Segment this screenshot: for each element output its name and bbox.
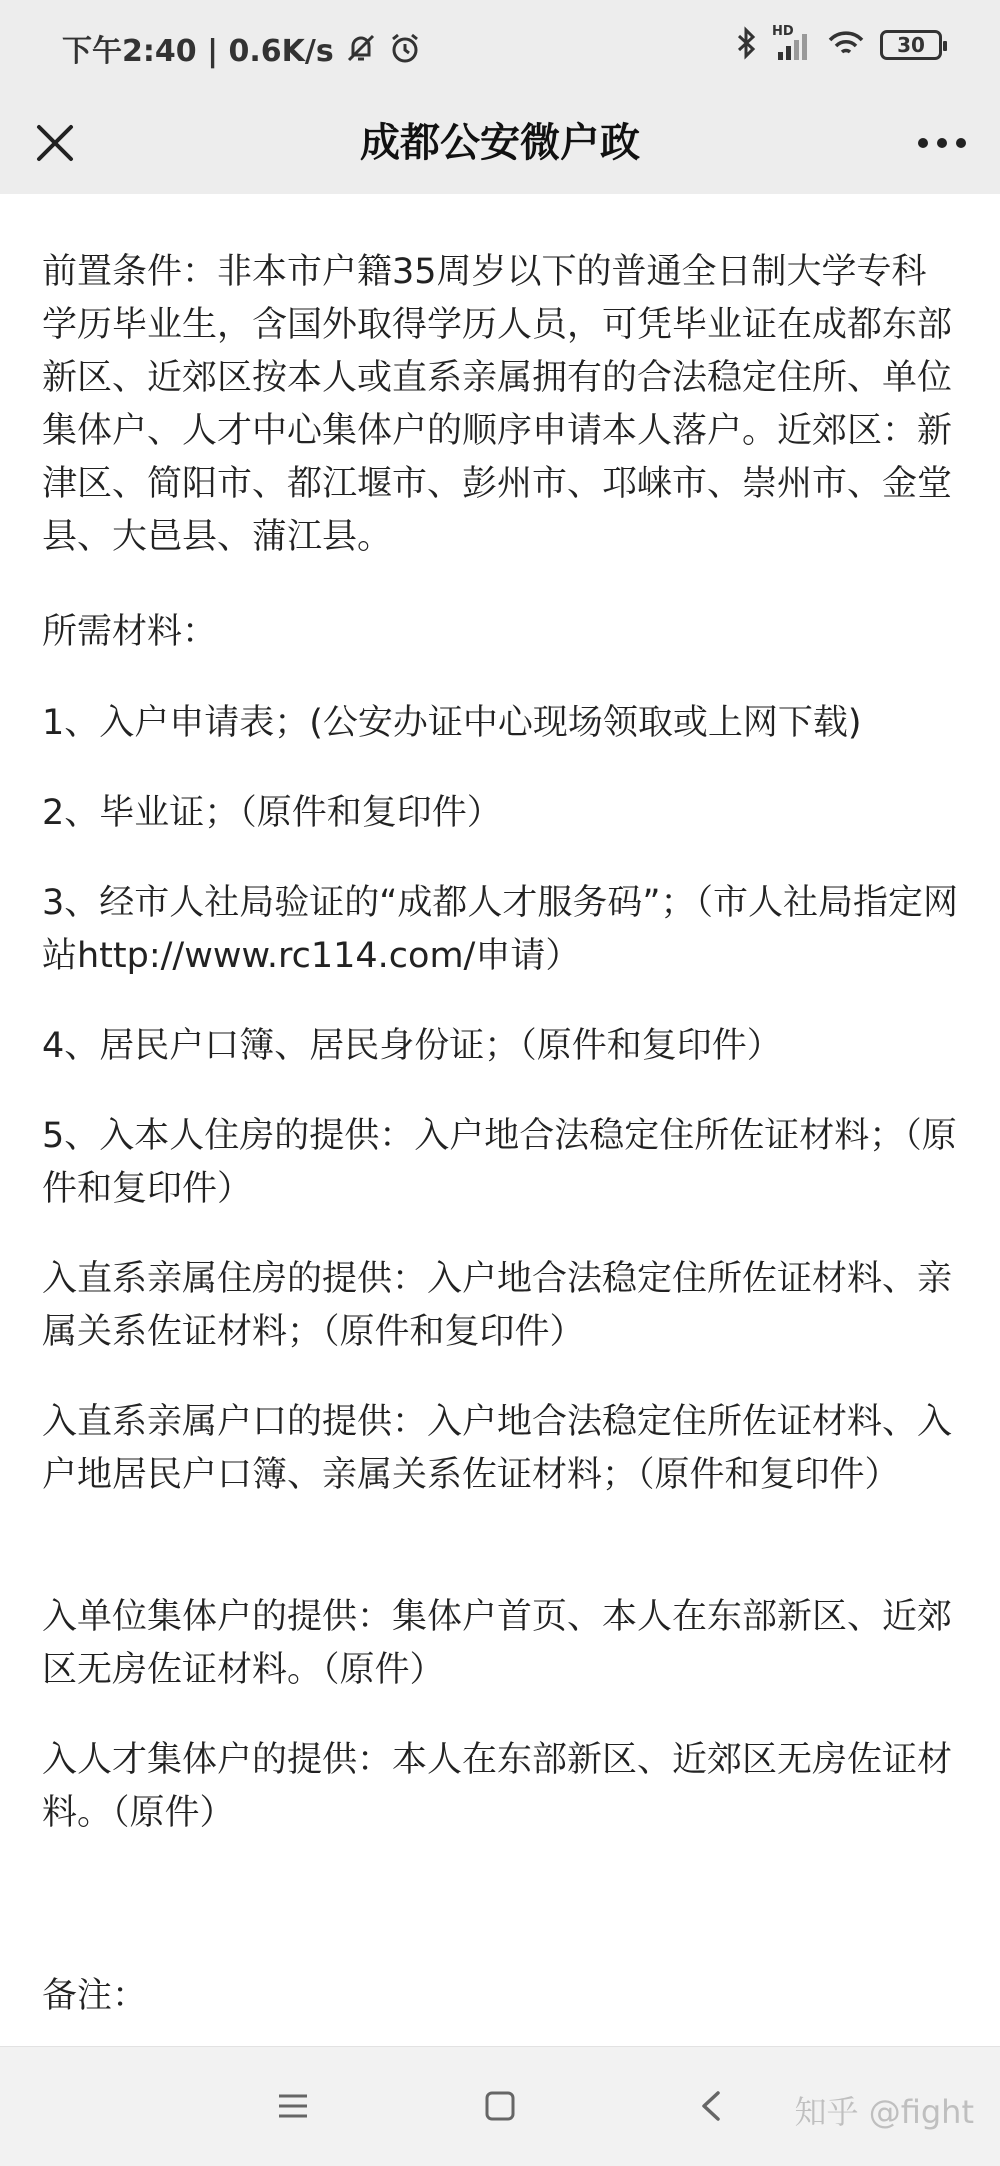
menu-button[interactable] xyxy=(268,2081,318,2131)
paragraph-item-4: 4、居民户口簿、居民身份证；（原件和复印件） xyxy=(42,1026,782,1066)
article-content[interactable] xyxy=(0,194,1000,2046)
paragraph-item-2: 2、毕业证；（原件和复印件） xyxy=(42,793,502,833)
paragraph-precondition: 前置条件：非本市户籍35周岁以下的普通全日制大学专科学历毕业生，含国外取得学历人员，可凭毕业证在成都东部新区、近郊区按本人或直系亲属拥有的合法稳定住所、单位集体户、人才中心集体户的顺序申请本人落户。近郊区：新津区、简阳市、都江堰市、彭州市、邛崃市、崇州市、金堂县、大邑县、蒲江县。 xyxy=(42,252,953,557)
battery-level: 30 xyxy=(897,33,925,57)
status-right xyxy=(736,26,942,64)
nav-bar xyxy=(0,92,1000,194)
back-button[interactable] xyxy=(686,2081,736,2131)
cut-off-heading xyxy=(345,194,545,208)
home-icon xyxy=(483,2089,517,2123)
watermark: 知乎 @fight xyxy=(794,2093,974,2131)
system-nav-bar xyxy=(0,2046,1000,2166)
signal-icon xyxy=(772,24,812,62)
wifi-icon xyxy=(826,26,866,64)
back-icon xyxy=(696,2089,726,2123)
paragraph-materials-heading: 所需材料： xyxy=(42,612,218,652)
status-left xyxy=(62,26,422,70)
paragraph-relative-housing: 入直系亲属住房的提供：入户地合法稳定住所佐证材料、亲属关系佐证材料；（原件和复印件） xyxy=(42,1259,953,1352)
paragraph-relative-household: 入直系亲属户口的提供：入户地合法稳定住所佐证材料、入户地居民户口簿、亲属关系佐证材料；（原件和复印件） xyxy=(42,1402,953,1495)
paragraph-unit-collective: 入单位集体户的提供：集体户首页、本人在东部新区、近郊区无房佐证材料。（原件） xyxy=(42,1597,953,1690)
menu-icon xyxy=(276,2091,310,2121)
paragraph-item-1: 1、入户申请表；(公安办证中心现场领取或上网下载) xyxy=(42,703,862,743)
network-label: HD xyxy=(772,24,794,39)
paragraph-talent-collective: 入人才集体户的提供：本人在东部新区、近郊区无房佐证材料。（原件） xyxy=(42,1740,953,1833)
close-button[interactable] xyxy=(28,116,82,170)
battery-icon xyxy=(880,30,942,60)
status-bar xyxy=(0,0,1000,92)
page-title: 成都公安微户政 xyxy=(360,120,640,166)
bluetooth-icon xyxy=(736,26,758,64)
paragraph-remarks: 备注： xyxy=(42,1976,148,2016)
close-icon xyxy=(35,123,75,163)
alarm-icon xyxy=(388,31,422,65)
paragraph-item-5: 5、入本人住房的提供：入户地合法稳定住所佐证材料；（原件和复印件） xyxy=(42,1116,957,1209)
paragraph-item-3: 3、经市人社局验证的“成都人才服务码”；（市人社局指定网站http://www.rc114.com/申请） xyxy=(42,883,959,976)
more-icon xyxy=(917,137,967,149)
more-button[interactable] xyxy=(912,116,972,170)
mute-bell-icon xyxy=(344,31,378,65)
status-time-speed: 下午2:40 | 0.6K/s xyxy=(62,34,334,69)
home-button[interactable] xyxy=(475,2081,525,2131)
